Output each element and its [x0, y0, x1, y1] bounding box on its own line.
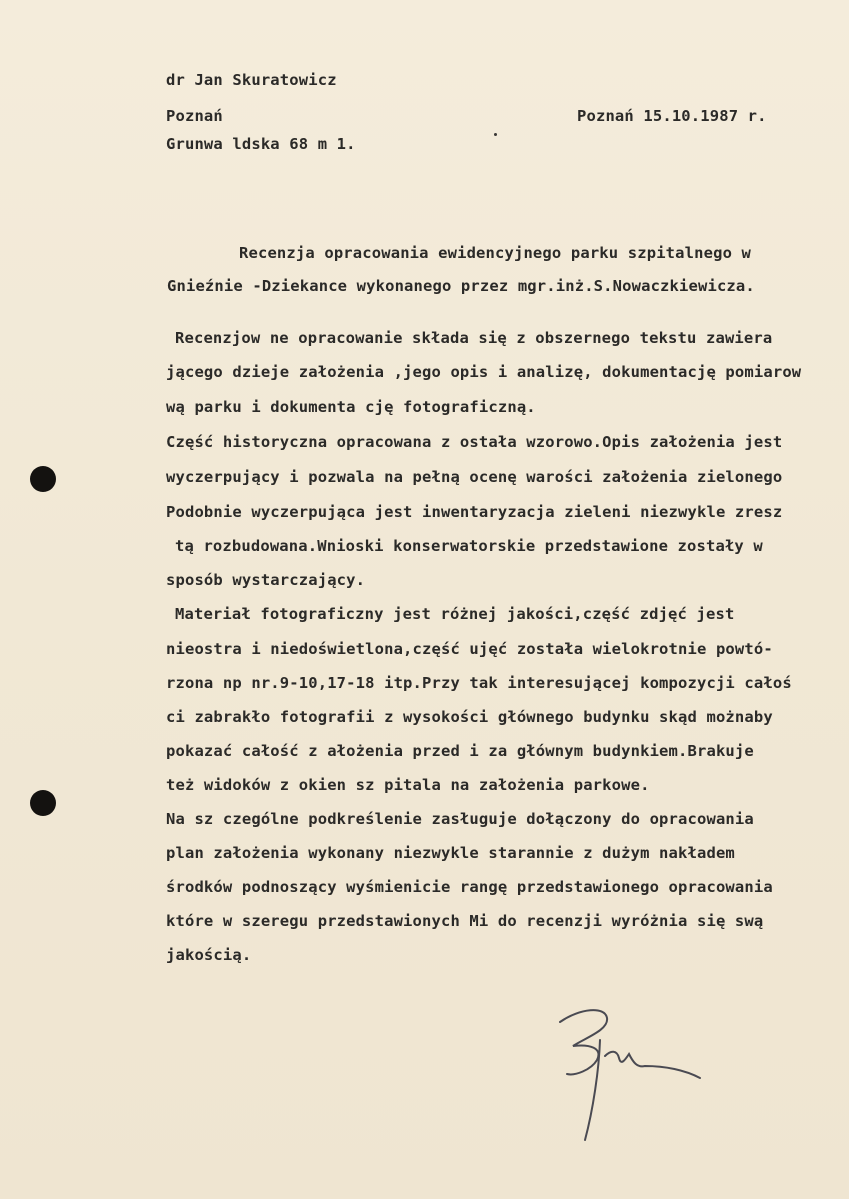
body-line: też widoków z okien sz pitala na założenia parkowe. [166, 776, 650, 794]
author-city: Poznań [166, 107, 223, 125]
author-name: dr Jan Skuratowicz [166, 71, 337, 89]
title-line: Gnieźnie -Dziekance wykonanego przez mgr.inż.S.Nowaczkiewicza. [167, 277, 755, 295]
body-line: Podobnie wyczerpująca jest inwentaryzacja zieleni niezwykle zresz [166, 503, 783, 521]
body-line: tą rozbudowana.Wnioski konserwatorskie przedstawione zostały w [175, 537, 763, 555]
body-line: Recenzjow ne opracowanie składa się z obszernego tekstu zawiera [175, 329, 773, 347]
body-line: rzona np nr.9-10,17-18 itp.Przy tak interesującej kompozycji całoś [166, 674, 792, 692]
body-line: Część historyczna opracowana z ostała wzorowo.Opis założenia jest [166, 433, 783, 451]
handwritten-signature [545, 1000, 705, 1150]
body-line: ci zabrakło fotografii z wysokości głównego budynku skąd możnaby [166, 708, 773, 726]
body-line: sposób wystarczający. [166, 571, 366, 589]
body-line: nieostra i niedoświetlona,część ujęć została wielokrotnie powtó- [166, 640, 773, 658]
body-line: plan założenia wykonany niezwykle starannie z dużym nakładem [166, 844, 735, 862]
body-line: wą parku i dokumenta cję fotograficzną. [166, 398, 536, 416]
body-line: które w szeregu przedstawionych Mi do recenzji wyróżnia się swą [166, 912, 764, 930]
body-line: wyczerpujący i pozwala na pełną ocenę warości założenia zielonego [166, 468, 783, 486]
body-line: jącego dzieje założenia ,jego opis i analizę, dokumentację pomiarow [166, 363, 802, 381]
date-line: Poznań 15.10.1987 r. [577, 107, 767, 125]
body-line: pokazać całość z ałożenia przed i za głównym budynkiem.Brakuje [166, 742, 754, 760]
body-line: Na sz czególne podkreślenie zasługuje dołączony do opracowania [166, 810, 754, 828]
body-line: Materiał fotograficzny jest różnej jakości,część zdjęć jest [175, 605, 735, 623]
author-address: Grunwa ldska 68 m 1. [166, 135, 356, 153]
ink-mark [494, 133, 497, 136]
punch-hole [30, 790, 56, 816]
body-line: jakością. [166, 946, 252, 964]
title-line: Recenzja opracowania ewidencyjnego parku szpitalnego w [239, 244, 752, 262]
punch-hole [30, 466, 56, 492]
body-line: środków podnoszący wyśmienicie rangę przedstawionego opracowania [166, 878, 773, 896]
